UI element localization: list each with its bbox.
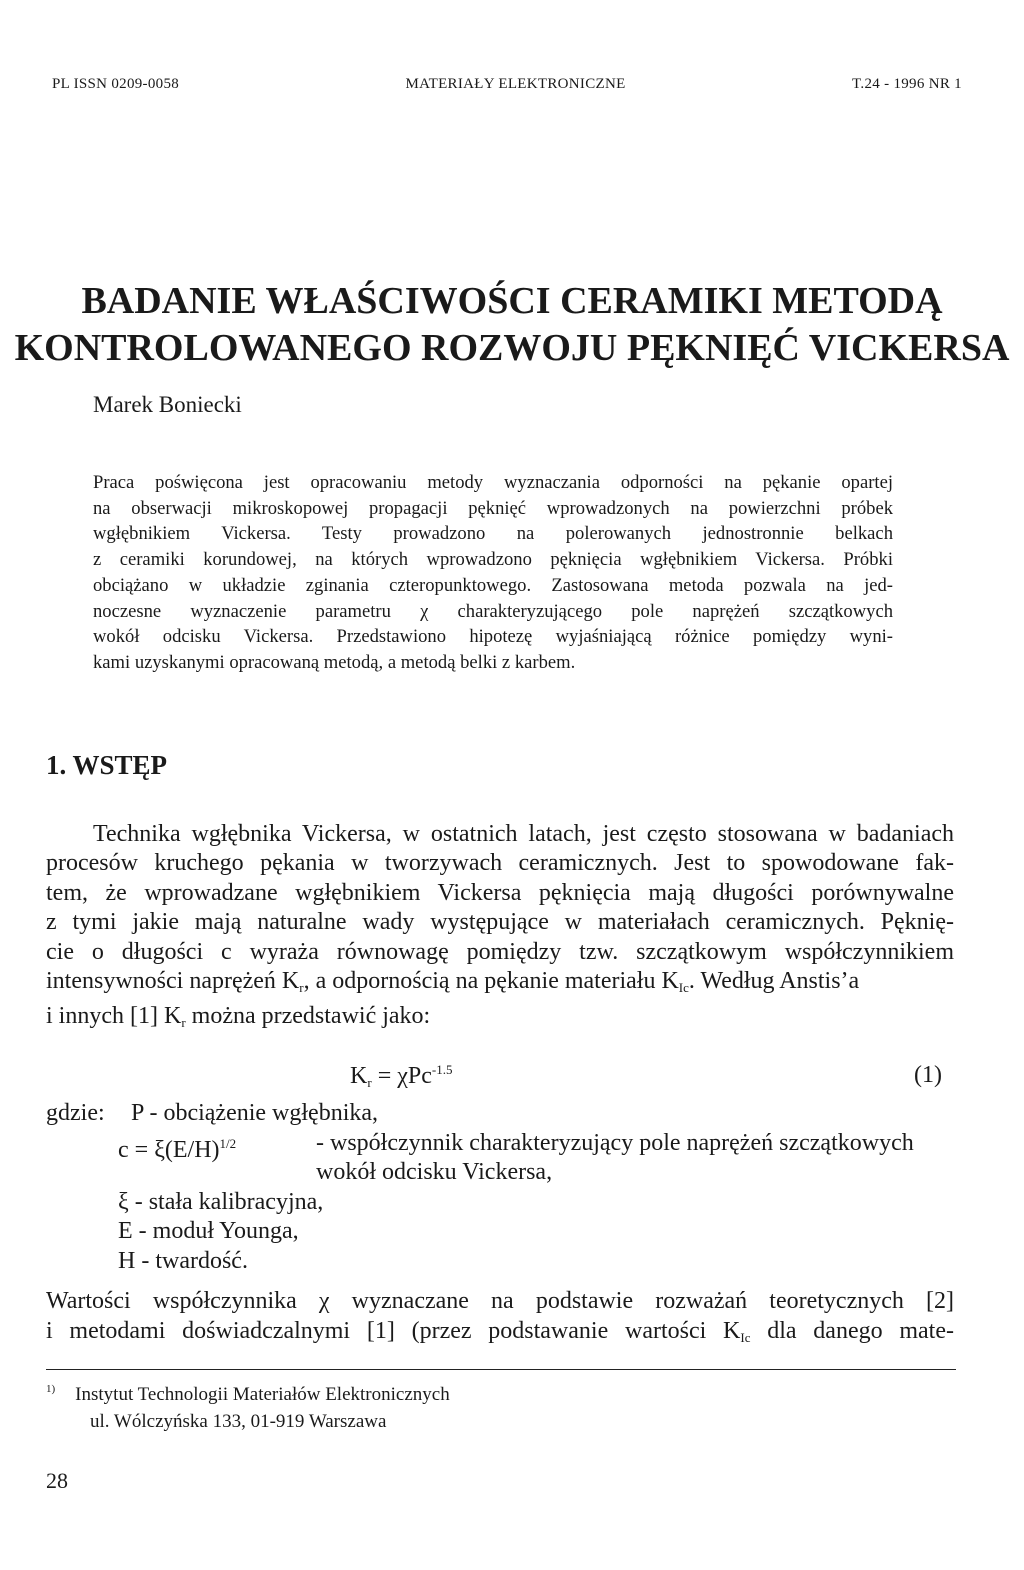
definition-p: P - obciążenie wgłębnika, <box>131 1100 379 1126</box>
text: intensywności naprężeń K <box>46 968 300 995</box>
definition-chi <box>118 1129 236 1166</box>
abstract-line: Praca poświęcona jest opracowaniu metody wyznaczania odporności na pękanie opartej <box>93 472 893 493</box>
intro-paragraph <box>46 820 954 1038</box>
abstract-line: kami uzyskanymi opracowaną metodą, a metodą belki z karbem. <box>93 651 576 673</box>
title-line-2: KONTROLOWANEGO ROZWOJU PĘKNIĘĆ VICKERSA <box>14 327 1010 369</box>
paragraph-line: tem, że wprowadzane wgłębnikiem Vickersa pęknięcia mają długości porównywalne <box>46 879 954 906</box>
definition-chi-desc: - współczynnik charakteryzujący pole naprężeń szczątkowych <box>316 1129 914 1156</box>
text: dla danego mate- <box>750 1318 954 1344</box>
abstract-line: wokół odcisku Vickersa. Przedstawiono hipotezę wyjaśniającą różnice pomiędzy wyni- <box>93 626 893 648</box>
subscript: Ic <box>678 980 689 996</box>
abstract-line: obciążano w układzie zginania czteropunktowego. Zastosowana metoda pozwala na jed- <box>93 574 893 596</box>
abstract-line: wgłębnikiem Vickersa. Testy prowadzono na polerowanych jednostronnie belkach <box>93 523 893 545</box>
text: i metodami doświadczalnymi [1] (przez podstawanie wartości K <box>46 1318 741 1344</box>
footnote-mark: 1) <box>46 1383 56 1395</box>
definition-h: H - twardość. <box>118 1247 248 1274</box>
definition-chi-cont: wokół odcisku Vickersa, <box>316 1159 553 1185</box>
subscript: Ic <box>740 1330 751 1345</box>
footnote-line: ul. Wólczyńska 133, 01-919 Warszawa <box>90 1411 387 1432</box>
footnote-line <box>46 1376 450 1408</box>
page-number: 28 <box>46 1468 68 1493</box>
volume-info: T.24 - 1996 NR 1 <box>852 76 962 92</box>
paper-title <box>0 278 1024 372</box>
eq-k: K <box>350 1063 368 1089</box>
footnote-rule <box>46 1369 956 1370</box>
author: Marek Boniecki <box>93 392 242 417</box>
text: i innych [1] K <box>46 1003 182 1030</box>
running-header <box>52 76 962 93</box>
equation-1 <box>0 1062 1024 1094</box>
abstract-line: noczesne wyznaczenie parametru χ charakteryzującego pole naprężeń szczątkowych <box>93 600 893 622</box>
journal-name: MATERIAŁY ELEKTRONICZNE <box>405 76 626 92</box>
text: . Według Anstis’a <box>688 968 860 995</box>
abstract-line: z ceramiki korundowej, na których wprowadzono pęknięcia wgłębnikiem Vickersa. Próbki <box>93 549 893 571</box>
eq-k-sub: r <box>367 1075 372 1090</box>
paragraph-line <box>46 967 954 1002</box>
equation-formula <box>350 1062 452 1091</box>
paragraph-line: cie o długości c wyraża równowagę pomiędzy tzw. szczątkowym współczynnikiem <box>46 938 954 965</box>
issn: PL ISSN 0209-0058 <box>52 76 180 92</box>
footnote <box>46 1376 450 1435</box>
paragraph-line: procesów kruchego pękania w tworzywach ceramicznych. Jest to spowodowane fak- <box>46 850 954 877</box>
eq-rhs: = χPc <box>371 1063 432 1089</box>
subscript: r <box>181 1015 186 1031</box>
paragraph-line <box>46 1002 954 1037</box>
where-label: gdzie: <box>46 1100 105 1126</box>
abstract-line: na obserwacji mikroskopowej propagacji pęknięć wprowadzonych na powierzchni próbek <box>93 497 893 519</box>
text: Instytut Technologii Materiałów Elektronicznych <box>75 1384 450 1405</box>
equation-number: (1) <box>914 1062 942 1088</box>
definition-e: E - moduł Younga, <box>118 1218 299 1244</box>
text: można przedstawić jako: <box>185 1003 431 1030</box>
paragraph-line: Technika wgłębnika Vickersa, w ostatnich latach, jest często stosowana w badaniach <box>93 821 954 847</box>
paragraph-line: Wartości współczynnika χ wyznaczane na podstawie rozważań teoretycznych [2] <box>46 1288 954 1314</box>
title-line-1: BADANIE WŁAŚCIWOŚCI CERAMIKI METODĄ <box>81 280 943 322</box>
superscript: 1/2 <box>219 1135 237 1151</box>
section-heading: 1. WSTĘP <box>46 750 168 780</box>
abstract <box>93 470 893 676</box>
definition-xi: ξ - stała kalibracyjna, <box>118 1188 324 1215</box>
text: , a odpornością na pękanie materiału K <box>303 968 679 995</box>
eq-exponent: -1.5 <box>431 1062 453 1077</box>
continuation-paragraph <box>46 1286 954 1353</box>
subscript: r <box>299 980 304 996</box>
paragraph-line: z tymi jakie mają naturalne wady występujące w materiałach ceramicznych. Pęknię- <box>46 909 954 936</box>
paragraph-line <box>46 1316 954 1353</box>
text: c = ξ(E/H) <box>118 1136 220 1163</box>
